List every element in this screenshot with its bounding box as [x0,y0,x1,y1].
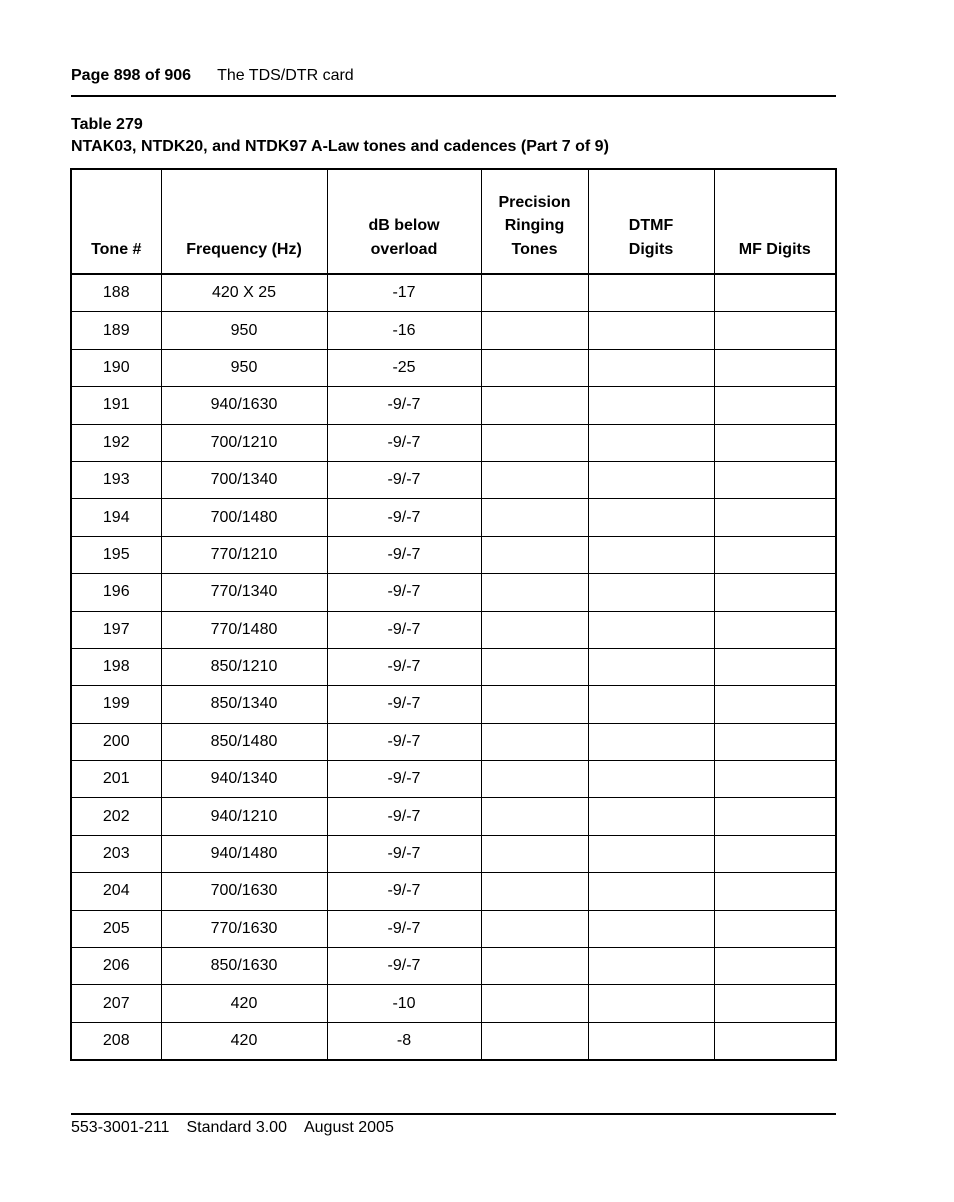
cell-precision-ringing [481,686,588,723]
cell-dtmf-digits [588,948,714,985]
cell-mf-digits [714,798,836,835]
cell-db-below-overload: -9/-7 [327,686,481,723]
cell-frequency: 850/1340 [161,686,327,723]
cell-mf-digits [714,948,836,985]
table-row [71,985,836,1022]
table-row [71,686,836,723]
cell-precision-ringing [481,798,588,835]
cell-db-below-overload: -9/-7 [327,499,481,536]
cell-mf-digits [714,873,836,910]
cell-tone: 201 [71,761,161,798]
document-number: 553-3001-211 [71,1119,170,1136]
cell-db-below-overload: -9/-7 [327,574,481,611]
table-row [71,424,836,461]
table-header-row [71,169,836,274]
page-footer [71,1118,836,1138]
cell-dtmf-digits [588,611,714,648]
cell-precision-ringing [481,835,588,872]
cell-precision-ringing [481,461,588,498]
cell-mf-digits [714,461,836,498]
table-row [71,611,836,648]
table-title: NTAK03, NTDK20, and NTDK97 A-Law tones and cadences (Part 7 of 9) [71,138,609,155]
cell-precision-ringing [481,574,588,611]
column-header-db-below-overload [327,169,481,274]
cell-frequency: 950 [161,312,327,349]
cell-mf-digits [714,835,836,872]
cell-db-below-overload: -9/-7 [327,387,481,424]
section-title: The TDS/DTR card [217,67,354,84]
cell-tone: 203 [71,835,161,872]
cell-precision-ringing [481,910,588,947]
column-header-tone: Tone # [71,169,161,274]
cell-mf-digits [714,312,836,349]
cell-tone: 204 [71,873,161,910]
cell-mf-digits [714,499,836,536]
cell-db-below-overload: -9/-7 [327,723,481,760]
table-row [71,948,836,985]
cell-frequency: 700/1340 [161,461,327,498]
cell-frequency: 770/1630 [161,910,327,947]
table-row [71,536,836,573]
table-row [71,648,836,685]
cell-db-below-overload: -9/-7 [327,948,481,985]
cell-frequency: 850/1630 [161,948,327,985]
cell-tone: 207 [71,985,161,1022]
cell-db-below-overload: -9/-7 [327,461,481,498]
table-row [71,1022,836,1060]
cell-precision-ringing [481,499,588,536]
footer-rule [71,1113,836,1115]
cell-tone: 198 [71,648,161,685]
cell-precision-ringing [481,948,588,985]
cell-mf-digits [714,686,836,723]
cell-frequency: 850/1210 [161,648,327,685]
table-row [71,274,836,312]
cell-db-below-overload: -9/-7 [327,424,481,461]
cell-mf-digits [714,424,836,461]
cell-precision-ringing [481,648,588,685]
cell-precision-ringing [481,312,588,349]
table-row [71,910,836,947]
column-header-precision-ringing-tones-text: Precision Ringing Tones [498,193,571,258]
table-row [71,761,836,798]
table-body [71,274,836,1060]
table-row [71,349,836,386]
cell-tone: 192 [71,424,161,461]
table-row [71,723,836,760]
cell-db-below-overload: -17 [327,274,481,312]
table-row [71,835,836,872]
cell-frequency: 770/1210 [161,536,327,573]
cell-db-below-overload: -25 [327,349,481,386]
header-rule [71,95,836,97]
cell-dtmf-digits [588,761,714,798]
cell-precision-ringing [481,349,588,386]
table-caption [71,114,836,158]
cell-tone: 205 [71,910,161,947]
cell-tone: 193 [71,461,161,498]
cell-frequency: 700/1480 [161,499,327,536]
cell-precision-ringing [481,274,588,312]
cell-mf-digits [714,910,836,947]
cell-db-below-overload: -16 [327,312,481,349]
column-header-dtmf-digits [588,169,714,274]
cell-mf-digits [714,723,836,760]
table-row [71,461,836,498]
cell-db-below-overload: -9/-7 [327,910,481,947]
cell-precision-ringing [481,536,588,573]
cell-frequency: 770/1480 [161,611,327,648]
cell-frequency: 940/1480 [161,835,327,872]
cell-precision-ringing [481,387,588,424]
cell-precision-ringing [481,424,588,461]
cell-tone: 202 [71,798,161,835]
cell-db-below-overload: -9/-7 [327,648,481,685]
cell-precision-ringing [481,985,588,1022]
cell-dtmf-digits [588,387,714,424]
cell-dtmf-digits [588,798,714,835]
table-row [71,798,836,835]
cell-db-below-overload: -9/-7 [327,873,481,910]
cell-mf-digits [714,536,836,573]
column-header-dtmf-digits-text: DTMF Digits [628,217,674,258]
cell-dtmf-digits [588,686,714,723]
cell-precision-ringing [481,611,588,648]
cell-dtmf-digits [588,461,714,498]
cell-mf-digits [714,611,836,648]
cell-dtmf-digits [588,1022,714,1060]
cell-mf-digits [714,387,836,424]
cell-dtmf-digits [588,873,714,910]
cell-frequency: 940/1630 [161,387,327,424]
cell-tone: 206 [71,948,161,985]
table-row [71,499,836,536]
standard-version: Standard 3.00 [186,1119,287,1136]
cell-dtmf-digits [588,574,714,611]
cell-tone: 199 [71,686,161,723]
publication-date: August 2005 [303,1119,394,1136]
column-header-db-below-overload-text: dB below overload [368,217,440,258]
cell-dtmf-digits [588,985,714,1022]
page-number: Page 898 of 906 [71,67,192,84]
cell-precision-ringing [481,761,588,798]
column-header-mf-digits: MF Digits [714,169,836,274]
cell-tone: 208 [71,1022,161,1060]
tones-table [70,168,837,1061]
cell-frequency: 420 [161,1022,327,1060]
cell-dtmf-digits [588,424,714,461]
cell-dtmf-digits [588,723,714,760]
cell-mf-digits [714,349,836,386]
table-row [71,574,836,611]
cell-frequency: 770/1340 [161,574,327,611]
cell-tone: 195 [71,536,161,573]
cell-db-below-overload: -10 [327,985,481,1022]
table-number: Table 279 [71,116,143,133]
cell-db-below-overload: -9/-7 [327,536,481,573]
cell-db-below-overload: -9/-7 [327,798,481,835]
cell-dtmf-digits [588,835,714,872]
table-row [71,312,836,349]
cell-frequency: 940/1340 [161,761,327,798]
cell-precision-ringing [481,1022,588,1060]
cell-dtmf-digits [588,499,714,536]
cell-precision-ringing [481,723,588,760]
cell-db-below-overload: -9/-7 [327,611,481,648]
cell-frequency: 940/1210 [161,798,327,835]
cell-frequency: 950 [161,349,327,386]
cell-frequency: 420 [161,985,327,1022]
table-row [71,873,836,910]
cell-tone: 190 [71,349,161,386]
cell-dtmf-digits [588,274,714,312]
cell-dtmf-digits [588,349,714,386]
cell-dtmf-digits [588,312,714,349]
table-row [71,387,836,424]
cell-frequency: 700/1630 [161,873,327,910]
cell-mf-digits [714,648,836,685]
cell-tone: 188 [71,274,161,312]
cell-tone: 189 [71,312,161,349]
cell-mf-digits [714,1022,836,1060]
cell-dtmf-digits [588,910,714,947]
cell-tone: 196 [71,574,161,611]
cell-db-below-overload: -8 [327,1022,481,1060]
cell-tone: 194 [71,499,161,536]
cell-dtmf-digits [588,648,714,685]
cell-mf-digits [714,761,836,798]
cell-mf-digits [714,985,836,1022]
cell-tone: 200 [71,723,161,760]
cell-precision-ringing [481,873,588,910]
cell-db-below-overload: -9/-7 [327,761,481,798]
cell-tone: 197 [71,611,161,648]
cell-mf-digits [714,574,836,611]
cell-dtmf-digits [588,536,714,573]
cell-db-below-overload: -9/-7 [327,835,481,872]
cell-frequency: 420 X 25 [161,274,327,312]
page-header [71,66,836,86]
column-header-precision-ringing-tones [481,169,588,274]
cell-frequency: 850/1480 [161,723,327,760]
cell-mf-digits [714,274,836,312]
cell-frequency: 700/1210 [161,424,327,461]
column-header-frequency: Frequency (Hz) [161,169,327,274]
cell-tone: 191 [71,387,161,424]
